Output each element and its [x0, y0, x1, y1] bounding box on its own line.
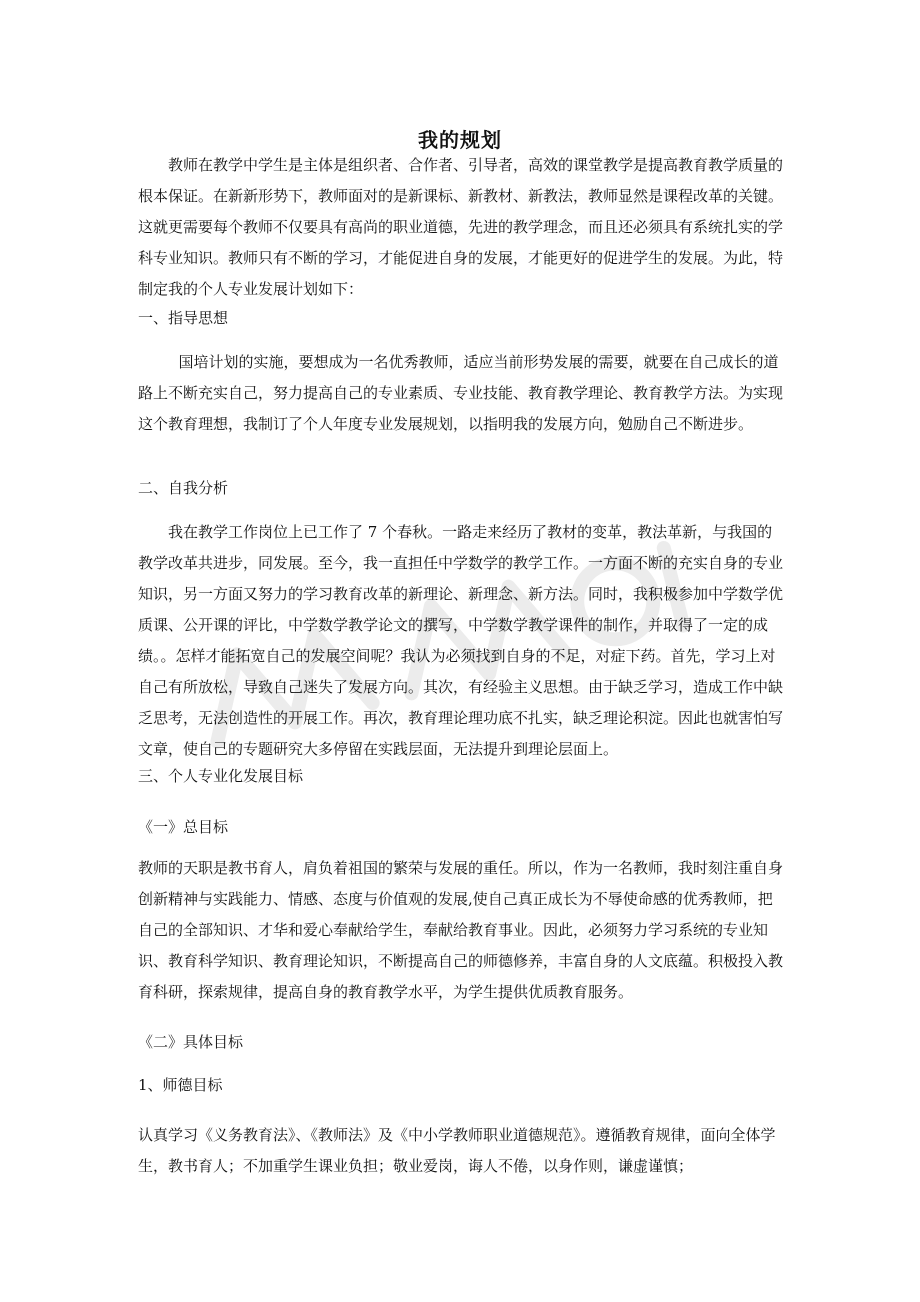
intro-paragraph: 教师在教学中学生是主体是组织者、合作者、引导者，高效的课堂教学是提高教育教学质量的根本保证。在新新形势下，教师面对的是新课标、新教材、新教法，教师显然是课程改革的关键。这就更需要每个教师不仅要具有高尚的职业道德，先进的教学理念，而且还必须具有系统扎实的学科专业知识。教师只有不断的学习，才能促进自身的发展，才能更好的促进学生的发展。为此，特制定我的个人专业发展计划如下： — [138, 156, 784, 298]
subsection-heading-specific: 《二》具体目标 — [138, 1033, 244, 1051]
section-heading-goals: 三、个人专业化发展目标 — [138, 767, 304, 785]
section-heading-self-analysis: 二、自我分析 — [138, 479, 229, 497]
document-title: 我的规划 — [418, 128, 502, 152]
item-body-ethics: 认真学习《义务教育法》、《教师法》及《中小学教师职业道德规范》。遵循教育规律，面向全体学生，教书育人；不加重学生课业负担；敬业爱岗，诲人不倦，以身作则，谦虚谨慎； — [138, 1126, 776, 1175]
subsection-body-overall: 教师的天职是教书育人，肩负着祖国的繁荣与发展的重任。所以，作为一名教师，我时刻注重自身创新精神与实践能力、情感、态度与价值观的发展,使自己真正成长为不辱使命感的优秀教师，把自己的全部知识、才华和爱心奉献给学生，奉献给教育事业。因此，必须努力学习系统的专业知识、教育科学知识、教育理论知识，不断提高自己的师德修养，丰富自身的人文底蕴。积极投入教育科研，探索规律，提高自身的教育教学水平，为学生提供优质教育服务。 — [138, 859, 784, 1001]
subsection-heading-overall: 《一》总目标 — [138, 818, 229, 836]
section-heading-guiding: 一、指导思想 — [138, 309, 229, 327]
section-body-self-analysis: 我在教学工作岗位上已工作了 7 个春秋。一路走来经历了教材的变革，教法革新，与我国的教学改革共进步，同发展。至今，我一直担任中学数学的教学工作。一方面不断的充实自身的专业知识，另一方面又努力的学习教育改革的新理论、新理念、新方法。同时，我积极参加中学数学优质课、公开课的评比，中学数学教学论文的撰写，中学数学教学课件的制作，并取得了一定的成绩。。怎样才能拓宽自己的发展空间呢？我认为必须找到自身的不足，对症下药。首先，学习上对自己有所放松，导致自己迷失了发展方向。其次，有经验主义思想。由于缺乏学习，造成工作中缺乏思考，无法创造性的开展工作。再次，教育理论理功底不扎实，缺乏理论积淀。因此也就害怕写文章，使自己的专题研究大多停留在实践层面，无法提升到理论层面上。 — [138, 523, 784, 758]
section-body-guiding: 国培计划的实施，要想成为一名优秀教师，适应当前形势发展的需要，就要在自己成长的道路上不断充实自己，努力提高自己的专业素质、专业技能、教育教学理论、教育教学方法。为实现这个教育理想，我制订了个人年度专业发展规划，以指明我的发展方向，勉励自己不断进步。 — [138, 353, 784, 433]
item-heading-ethics: 1、师德目标 — [138, 1076, 223, 1094]
